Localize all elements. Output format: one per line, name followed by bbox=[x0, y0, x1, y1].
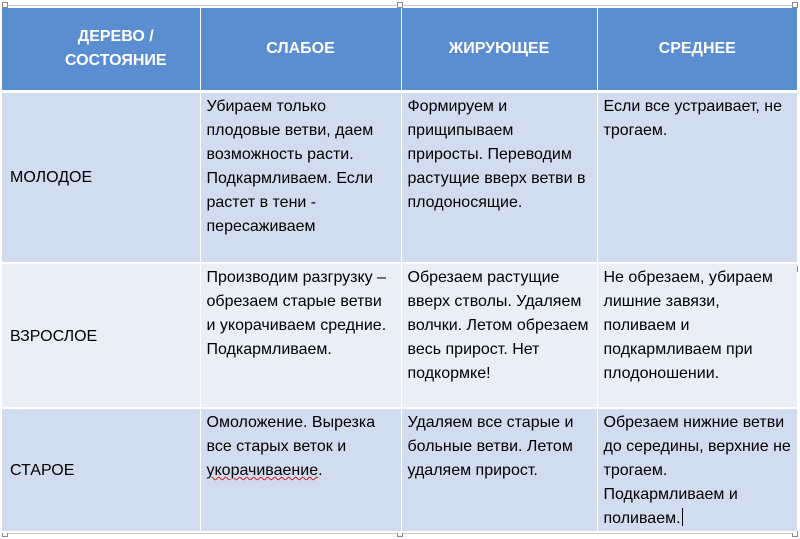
cell-old-fat[interactable]: Удаляем все старые и больные ветви. Летом удаляем прирост. bbox=[401, 408, 597, 532]
header-tree-state[interactable]: ДЕРЕВО / СОСТОЯНИЕ bbox=[2, 8, 200, 91]
row-label-old[interactable]: СТАРОЕ bbox=[2, 408, 200, 532]
cell-adult-medium[interactable]: Не обрезаем, убираем лишние завязи, поливаем и подкармливаем при плодоношении. bbox=[597, 263, 797, 408]
header-fat[interactable]: ЖИРУЮЩЕЕ bbox=[401, 8, 597, 91]
cell-old-weak-tail: . bbox=[318, 462, 323, 479]
cell-old-weak-text: Омоложение. Вырезка все старых веток и bbox=[206, 414, 376, 455]
table-row bbox=[2, 408, 797, 532]
table-row bbox=[2, 91, 797, 263]
header-weak[interactable]: СЛАБОЕ bbox=[200, 8, 401, 91]
spellcheck-underline-word[interactable]: укорачиваение bbox=[206, 462, 319, 479]
cell-adult-weak[interactable]: Производим разгрузку – обрезаем старые ветви и укорачиваем средние. Подкармливаем. bbox=[200, 263, 401, 408]
text-cursor bbox=[682, 508, 683, 526]
header-medium[interactable]: СРЕДНЕЕ bbox=[597, 8, 797, 91]
cell-old-medium[interactable] bbox=[597, 408, 797, 532]
row-label-young[interactable]: МОЛОДОЕ bbox=[2, 91, 200, 263]
cell-adult-fat[interactable]: Обрезаем растущие вверх стволы. Удаляем волчки. Летом обрезаем весь прирост. Нет подкормке! bbox=[401, 263, 597, 408]
cell-old-weak[interactable] bbox=[200, 408, 401, 532]
header-row bbox=[2, 8, 797, 91]
row-label-adult[interactable]: ВЗРОСЛОЕ bbox=[2, 263, 200, 408]
pruning-table[interactable] bbox=[2, 8, 797, 533]
cell-young-fat[interactable]: Формируем и прищипываем приросты. Переводим растущие вверх ветви в плодоносящие. bbox=[401, 91, 597, 263]
cell-young-medium[interactable]: Если все устраивает, не трогаем. bbox=[597, 91, 797, 263]
cell-old-medium-text: Обрезаем нижние ветви до середины, верхние не трогаем. Подкармливаем и поливаем. bbox=[603, 414, 791, 527]
table-row bbox=[2, 263, 797, 408]
cell-young-weak[interactable]: Убираем только плодовые ветви, даем возможность расти. Подкармливаем. Если растет в тени - пересаживаем bbox=[200, 91, 401, 263]
